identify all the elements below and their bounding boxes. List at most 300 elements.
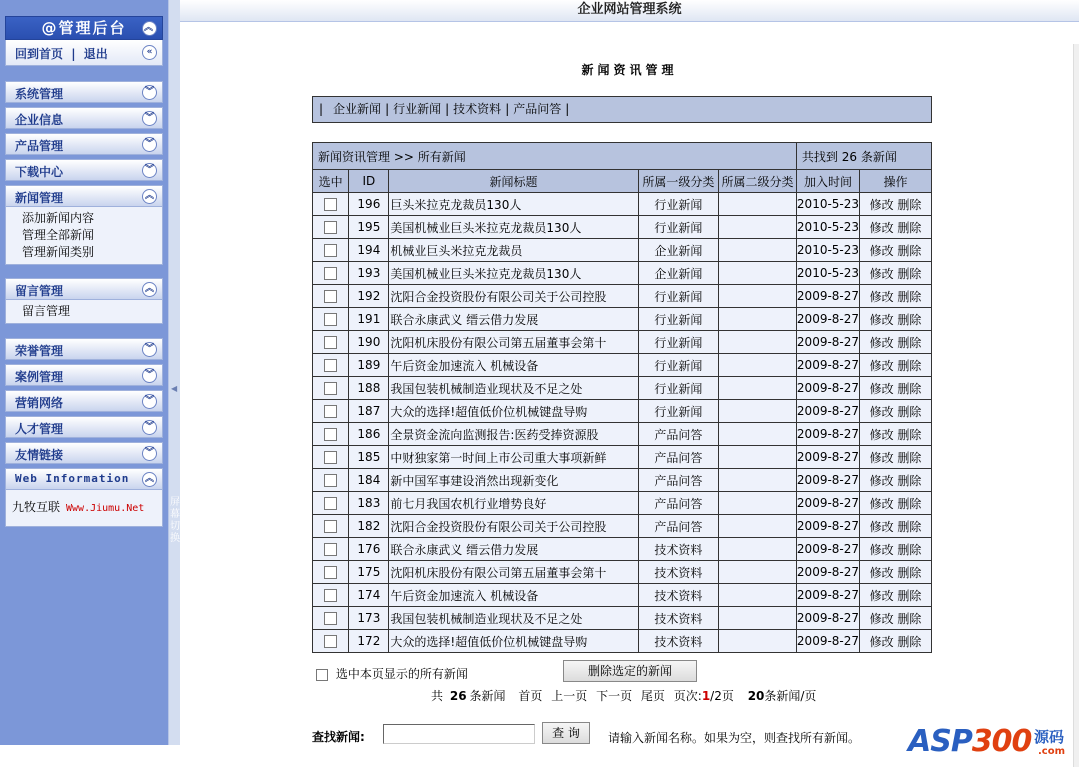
row-id: 193: [349, 262, 389, 285]
admin-links-bar: [5, 40, 163, 66]
scrollbar[interactable]: [1073, 44, 1079, 767]
top-title-bar: [180, 0, 1079, 22]
collapse-chevron-icon[interactable]: ︽: [142, 21, 157, 36]
edit-link[interactable]: 修改: [869, 519, 894, 534]
pager-page-label: 页次:: [673, 689, 702, 703]
category-link[interactable]: 产品问答: [513, 102, 562, 116]
web-info-company: 九牧互联: [12, 500, 61, 514]
edit-link[interactable]: 修改: [869, 473, 894, 488]
row-id: 176: [349, 538, 389, 561]
row-actions: [860, 630, 932, 653]
row-checkbox[interactable]: [324, 198, 337, 211]
row-title: 巨头米拉克龙裁员130人: [389, 193, 638, 216]
row-date: 2009-8-27: [796, 607, 859, 630]
select-all-checkbox[interactable]: [316, 669, 328, 681]
row-id: 186: [349, 423, 389, 446]
row-date: 2010-5-23: [796, 216, 859, 239]
column-header: 选中: [313, 170, 349, 193]
row-checkbox[interactable]: [324, 474, 337, 487]
pager-next-link[interactable]: 下一页: [596, 689, 633, 703]
sidebar-menu-header[interactable]: [5, 390, 163, 412]
row-date: 2009-8-27: [796, 331, 859, 354]
row-title: 大众的选择!超值低价位机械键盘导购: [389, 400, 638, 423]
select-all-label: 选中本页显示的所有新闻: [335, 667, 468, 681]
sidebar-menu-label: 留言管理: [15, 284, 64, 298]
edit-link[interactable]: 修改: [869, 427, 894, 442]
row-checkbox[interactable]: [324, 543, 337, 556]
sidebar-menu-5: [5, 278, 163, 324]
delete-link[interactable]: 删除: [897, 565, 922, 580]
chevron-down-icon[interactable]: ︾: [142, 163, 157, 178]
left-arrow-icon[interactable]: ◀: [171, 384, 178, 393]
row-checkbox[interactable]: [324, 382, 337, 395]
pager-first-link[interactable]: 首页: [518, 689, 543, 703]
table-row: [313, 285, 932, 308]
row-actions: [860, 285, 932, 308]
table-row: [313, 193, 932, 216]
row-date: 2009-8-27: [796, 446, 859, 469]
sidebar-menu-8: [5, 390, 163, 412]
edit-link[interactable]: 修改: [869, 496, 894, 511]
sidebar-menu-3: [5, 159, 163, 181]
row-id: 189: [349, 354, 389, 377]
row-cat1: 行业新闻: [638, 285, 719, 308]
edit-link[interactable]: 修改: [869, 404, 894, 419]
edit-link[interactable]: 修改: [869, 611, 894, 626]
sidebar-menu-header[interactable]: [5, 107, 163, 129]
sidebar-splitter[interactable]: [168, 0, 180, 745]
row-id: 194: [349, 239, 389, 262]
delete-link[interactable]: 删除: [897, 312, 922, 327]
row-actions: [860, 354, 932, 377]
app-title: 企业网站管理系统: [577, 2, 682, 17]
chevron-down-icon[interactable]: ︾: [142, 446, 157, 461]
row-checkbox[interactable]: [324, 221, 337, 234]
sidebar-menu-label: 新闻管理: [15, 191, 64, 205]
table-row: [313, 584, 932, 607]
pager-per-page: 20: [747, 689, 765, 703]
sidebar-menu-label: 友情链接: [15, 448, 64, 462]
sidebar-menu-4: [5, 185, 163, 265]
row-cat2: [719, 492, 797, 515]
search-hint: 请输入新闻名称。如果为空，则查找所有新闻。: [608, 731, 861, 745]
edit-link[interactable]: 修改: [869, 358, 894, 373]
web-info-site-link[interactable]: Www.Jiumu.Net: [66, 503, 145, 514]
search-button[interactable]: 查 询: [542, 722, 590, 744]
main-content: [180, 22, 1079, 759]
pager-page-count: /2页: [710, 689, 734, 703]
row-select-cell: [313, 561, 349, 584]
edit-link[interactable]: 修改: [869, 588, 894, 603]
row-id: 174: [349, 584, 389, 607]
row-cat2: [719, 423, 797, 446]
row-select-cell: [313, 262, 349, 285]
delete-link[interactable]: 删除: [897, 358, 922, 373]
row-id: 185: [349, 446, 389, 469]
row-title: 沈阳机床股份有限公司第五届董事会第十: [389, 331, 638, 354]
row-checkbox[interactable]: [324, 290, 337, 303]
edit-link[interactable]: 修改: [869, 542, 894, 557]
chevron-up-icon[interactable]: ︽: [142, 472, 157, 487]
row-title: 前七月我国农机行业增势良好: [389, 492, 638, 515]
row-cat1: 企业新闻: [638, 239, 719, 262]
sidebar-menu-label: Web Information: [15, 472, 130, 485]
row-select-cell: [313, 285, 349, 308]
sidebar-menu-6: [5, 338, 163, 360]
link-separator: |: [71, 47, 76, 61]
category-link[interactable]: 行业新闻: [393, 102, 442, 116]
row-cat2: [719, 354, 797, 377]
chevron-up-icon[interactable]: ︽: [142, 282, 157, 297]
row-actions: [860, 607, 932, 630]
sidebar-menu-label: 企业信息: [15, 113, 64, 127]
row-title: 我国包装机械制造业现状及不足之处: [389, 377, 638, 400]
row-checkbox[interactable]: [324, 405, 337, 418]
row-checkbox[interactable]: [324, 635, 337, 648]
delete-link[interactable]: 删除: [897, 450, 922, 465]
row-cat2: [719, 515, 797, 538]
row-actions: [860, 492, 932, 515]
sidebar-submenu-item[interactable]: 管理新闻类别: [22, 245, 95, 259]
row-checkbox[interactable]: [324, 244, 337, 257]
table-row: [313, 515, 932, 538]
sidebar-menu-header[interactable]: [5, 185, 163, 207]
watermark-cn: 源码: [1034, 728, 1065, 746]
row-id: 172: [349, 630, 389, 653]
delete-link[interactable]: 删除: [897, 197, 922, 212]
table-row: [313, 538, 932, 561]
row-date: 2009-8-27: [796, 630, 859, 653]
row-select-cell: [313, 193, 349, 216]
row-select-cell: [313, 607, 349, 630]
pager-prev-link[interactable]: 上一页: [551, 689, 588, 703]
row-cat2: [719, 561, 797, 584]
sidebar-menu-label: 下载中心: [15, 165, 64, 179]
delete-link[interactable]: 删除: [897, 588, 922, 603]
row-id: 175: [349, 561, 389, 584]
row-cat1: 行业新闻: [638, 193, 719, 216]
sidebar-submenu: [5, 300, 163, 324]
table-header-row: [313, 170, 932, 193]
row-title: 我国包装机械制造业现状及不足之处: [389, 607, 638, 630]
row-cat1: 技术资料: [638, 538, 719, 561]
logout-link[interactable]: 退出: [83, 47, 108, 61]
category-separator: |: [565, 102, 570, 116]
row-cat2: [719, 607, 797, 630]
sidebar-submenu-item[interactable]: 留言管理: [22, 304, 71, 318]
edit-link[interactable]: 修改: [869, 289, 894, 304]
row-date: 2009-8-27: [796, 584, 859, 607]
edit-link[interactable]: 修改: [869, 312, 894, 327]
row-cat1: 行业新闻: [638, 308, 719, 331]
row-actions: [860, 446, 932, 469]
row-actions: [860, 239, 932, 262]
row-select-cell: [313, 492, 349, 515]
row-title: 联合永康武义 缙云借力发展: [389, 308, 638, 331]
row-actions: [860, 400, 932, 423]
row-select-cell: [313, 239, 349, 262]
chevron-down-icon[interactable]: ︾: [142, 394, 157, 409]
watermark-domain: .com: [1038, 746, 1066, 757]
table-row: [313, 492, 932, 515]
column-header: 所属一级分类: [638, 170, 719, 193]
row-cat2: [719, 538, 797, 561]
row-select-cell: [313, 377, 349, 400]
pager: [431, 687, 816, 704]
home-link[interactable]: 回到首页: [15, 47, 64, 61]
admin-panel-header: [5, 16, 163, 40]
chevron-down-icon[interactable]: ︾: [142, 420, 157, 435]
chevron-up-icon[interactable]: ︽: [142, 189, 157, 204]
row-checkbox[interactable]: [324, 589, 337, 602]
edit-link[interactable]: 修改: [869, 220, 894, 235]
sidebar-menu-label: 案例管理: [15, 370, 64, 384]
table-row: [313, 446, 932, 469]
row-date: 2009-8-27: [796, 354, 859, 377]
row-title: 沈阳机床股份有限公司第五届董事会第十: [389, 561, 638, 584]
double-left-chevron-icon[interactable]: «: [142, 45, 157, 60]
row-actions: [860, 193, 932, 216]
row-cat1: 产品问答: [638, 423, 719, 446]
row-date: 2009-8-27: [796, 561, 859, 584]
pager-current-page: 1: [701, 689, 711, 703]
row-actions: [860, 515, 932, 538]
edit-link[interactable]: 修改: [869, 266, 894, 281]
row-select-cell: [313, 446, 349, 469]
delete-link[interactable]: 删除: [897, 335, 922, 350]
row-cat2: [719, 285, 797, 308]
search-label: 查找新闻:: [312, 730, 365, 744]
edit-link[interactable]: 修改: [869, 381, 894, 396]
sidebar-menu-7: [5, 364, 163, 386]
category-link[interactable]: 技术资料: [453, 102, 502, 116]
sidebar-menu-header[interactable]: [5, 278, 163, 300]
edit-link[interactable]: 修改: [869, 450, 894, 465]
table-info-row: [313, 143, 932, 170]
row-actions: [860, 469, 932, 492]
delete-link[interactable]: 删除: [897, 404, 922, 419]
delete-link[interactable]: 删除: [897, 473, 922, 488]
sidebar-menu-9: [5, 416, 163, 438]
chevron-down-icon[interactable]: ︾: [142, 85, 157, 100]
delete-link[interactable]: 删除: [897, 611, 922, 626]
row-id: 183: [349, 492, 389, 515]
row-cat2: [719, 377, 797, 400]
page-title: 新闻资讯管理: [581, 63, 678, 77]
sidebar-menu-label: 荣誉管理: [15, 344, 64, 358]
row-actions: [860, 331, 932, 354]
chevron-down-icon[interactable]: ︾: [142, 111, 157, 126]
delete-link[interactable]: 删除: [897, 427, 922, 442]
row-cat1: 行业新闻: [638, 354, 719, 377]
delete-link[interactable]: 删除: [897, 519, 922, 534]
row-title: 美国机械业巨头米拉克龙裁员130人: [389, 216, 638, 239]
table-row: [313, 377, 932, 400]
row-title: 美国机械业巨头米拉克龙裁员130人: [389, 262, 638, 285]
row-select-cell: [313, 630, 349, 653]
pager-last-link[interactable]: 尾页: [640, 689, 665, 703]
row-cat1: 技术资料: [638, 561, 719, 584]
delete-link[interactable]: 删除: [897, 266, 922, 281]
row-select-cell: [313, 400, 349, 423]
row-title: 沈阳合金投资股份有限公司关于公司控股: [389, 285, 638, 308]
row-actions: [860, 308, 932, 331]
row-checkbox[interactable]: [324, 451, 337, 464]
delete-link[interactable]: 删除: [897, 220, 922, 235]
table-row: [313, 216, 932, 239]
sidebar-menu-header[interactable]: [5, 416, 163, 438]
edit-link[interactable]: 修改: [869, 335, 894, 350]
row-checkbox[interactable]: [324, 497, 337, 510]
sidebar-menu-2: [5, 133, 163, 155]
row-cat2: [719, 400, 797, 423]
sidebar-menu-header[interactable]: [5, 81, 163, 103]
sidebar-menu-header[interactable]: [5, 159, 163, 181]
breadcrumb: 新闻资讯管理 >> 所有新闻: [313, 143, 797, 170]
row-title: 联合永康武义 缙云借力发展: [389, 538, 638, 561]
table-row: [313, 561, 932, 584]
row-cat2: [719, 216, 797, 239]
edit-link[interactable]: 修改: [869, 197, 894, 212]
row-date: 2009-8-27: [796, 423, 859, 446]
row-title: 大众的选择!超值低价位机械键盘导购: [389, 630, 638, 653]
delete-selected-button[interactable]: 删除选定的新闻: [563, 660, 697, 682]
row-title: 机械业巨头米拉克龙裁员: [389, 239, 638, 262]
row-id: 195: [349, 216, 389, 239]
sidebar-menu-header[interactable]: [5, 468, 163, 490]
row-title: 午后资金加速流入 机械设备: [389, 354, 638, 377]
delete-link[interactable]: 删除: [897, 634, 922, 649]
sidebar-menu-header[interactable]: [5, 133, 163, 155]
result-count: 共找到 26 条新闻: [796, 143, 931, 170]
watermark-logo: [908, 710, 1078, 767]
delete-link[interactable]: 删除: [897, 381, 922, 396]
row-select-cell: [313, 423, 349, 446]
table-row: [313, 354, 932, 377]
sidebar-submenu-item[interactable]: 添加新闻内容: [22, 211, 95, 225]
sidebar-menu-header[interactable]: [5, 442, 163, 464]
chevron-down-icon[interactable]: ︾: [142, 342, 157, 357]
delete-link[interactable]: 删除: [897, 243, 922, 258]
row-cat1: 行业新闻: [638, 331, 719, 354]
sidebar-menu-10: [5, 442, 163, 464]
watermark-brand: ASP300: [908, 724, 1032, 759]
category-link[interactable]: 企业新闻: [333, 102, 382, 116]
row-cat2: [719, 469, 797, 492]
sidebar-menu-0: [5, 81, 163, 103]
row-title: 全景资金流向监测报告:医药受捧资源股: [389, 423, 638, 446]
row-cat2: [719, 630, 797, 653]
row-actions: [860, 584, 932, 607]
splitter-label[interactable]: 屏幕切换: [170, 497, 180, 544]
row-date: 2009-8-27: [796, 377, 859, 400]
delete-link[interactable]: 删除: [897, 496, 922, 511]
row-date: 2009-8-27: [796, 285, 859, 308]
column-header: 操作: [860, 170, 932, 193]
row-cat2: [719, 193, 797, 216]
sidebar-menu-label: 营销网络: [15, 396, 64, 410]
pager-per-page-suffix: 条新闻/页: [764, 689, 817, 703]
chevron-down-icon[interactable]: ︾: [142, 368, 157, 383]
row-date: 2009-8-27: [796, 308, 859, 331]
row-checkbox[interactable]: [324, 520, 337, 533]
row-checkbox[interactable]: [324, 566, 337, 579]
row-select-cell: [313, 515, 349, 538]
row-select-cell: [313, 538, 349, 561]
row-title: 午后资金加速流入 机械设备: [389, 584, 638, 607]
delete-link[interactable]: 删除: [897, 542, 922, 557]
row-checkbox[interactable]: [324, 359, 337, 372]
row-checkbox[interactable]: [324, 612, 337, 625]
row-actions: [860, 538, 932, 561]
table-row: [313, 239, 932, 262]
row-cat1: 产品问答: [638, 492, 719, 515]
delete-link[interactable]: 删除: [897, 289, 922, 304]
table-row: [313, 308, 932, 331]
select-all-control[interactable]: [316, 665, 468, 682]
row-title: 新中国军事建设消然出现新变化: [389, 469, 638, 492]
row-cat1: 产品问答: [638, 469, 719, 492]
pager-total: 26: [449, 689, 467, 703]
row-checkbox[interactable]: [324, 267, 337, 280]
row-id: 192: [349, 285, 389, 308]
table-row: [313, 423, 932, 446]
row-cat1: 行业新闻: [638, 216, 719, 239]
row-actions: [860, 262, 932, 285]
row-checkbox[interactable]: [324, 428, 337, 441]
row-select-cell: [313, 331, 349, 354]
row-checkbox[interactable]: [324, 313, 337, 326]
row-checkbox[interactable]: [324, 336, 337, 349]
table-row: [313, 607, 932, 630]
sidebar-menu-header[interactable]: [5, 364, 163, 386]
row-select-cell: [313, 308, 349, 331]
row-actions: [860, 423, 932, 446]
row-select-cell: [313, 216, 349, 239]
sidebar-menu-1: [5, 107, 163, 129]
table-row: [313, 331, 932, 354]
row-date: 2010-5-23: [796, 262, 859, 285]
row-actions: [860, 377, 932, 400]
sidebar-submenu: [5, 207, 163, 265]
row-title: 中财独家第一时间上市公司重大事项新鲜: [389, 446, 638, 469]
row-cat1: 技术资料: [638, 607, 719, 630]
sidebar-submenu-item[interactable]: 管理全部新闻: [22, 228, 95, 242]
chevron-down-icon[interactable]: ︾: [142, 137, 157, 152]
row-cat1: 产品问答: [638, 446, 719, 469]
web-info-body: [5, 490, 163, 527]
sidebar-menu-header[interactable]: [5, 338, 163, 360]
edit-link[interactable]: 修改: [869, 634, 894, 649]
row-id: 184: [349, 469, 389, 492]
row-cat1: 行业新闻: [638, 400, 719, 423]
sidebar-menu-label: 人才管理: [15, 422, 64, 436]
row-id: 191: [349, 308, 389, 331]
column-header: 新闻标题: [389, 170, 638, 193]
row-cat1: 行业新闻: [638, 377, 719, 400]
row-actions: [860, 561, 932, 584]
category-separator: |: [445, 102, 450, 116]
row-title: 沈阳合金投资股份有限公司关于公司控股: [389, 515, 638, 538]
row-date: 2009-8-27: [796, 538, 859, 561]
column-header: ID: [349, 170, 389, 193]
edit-link[interactable]: 修改: [869, 565, 894, 580]
search-input[interactable]: [383, 724, 535, 744]
row-cat1: 产品问答: [638, 515, 719, 538]
edit-link[interactable]: 修改: [869, 243, 894, 258]
row-date: 2009-8-27: [796, 400, 859, 423]
table-row: [313, 262, 932, 285]
